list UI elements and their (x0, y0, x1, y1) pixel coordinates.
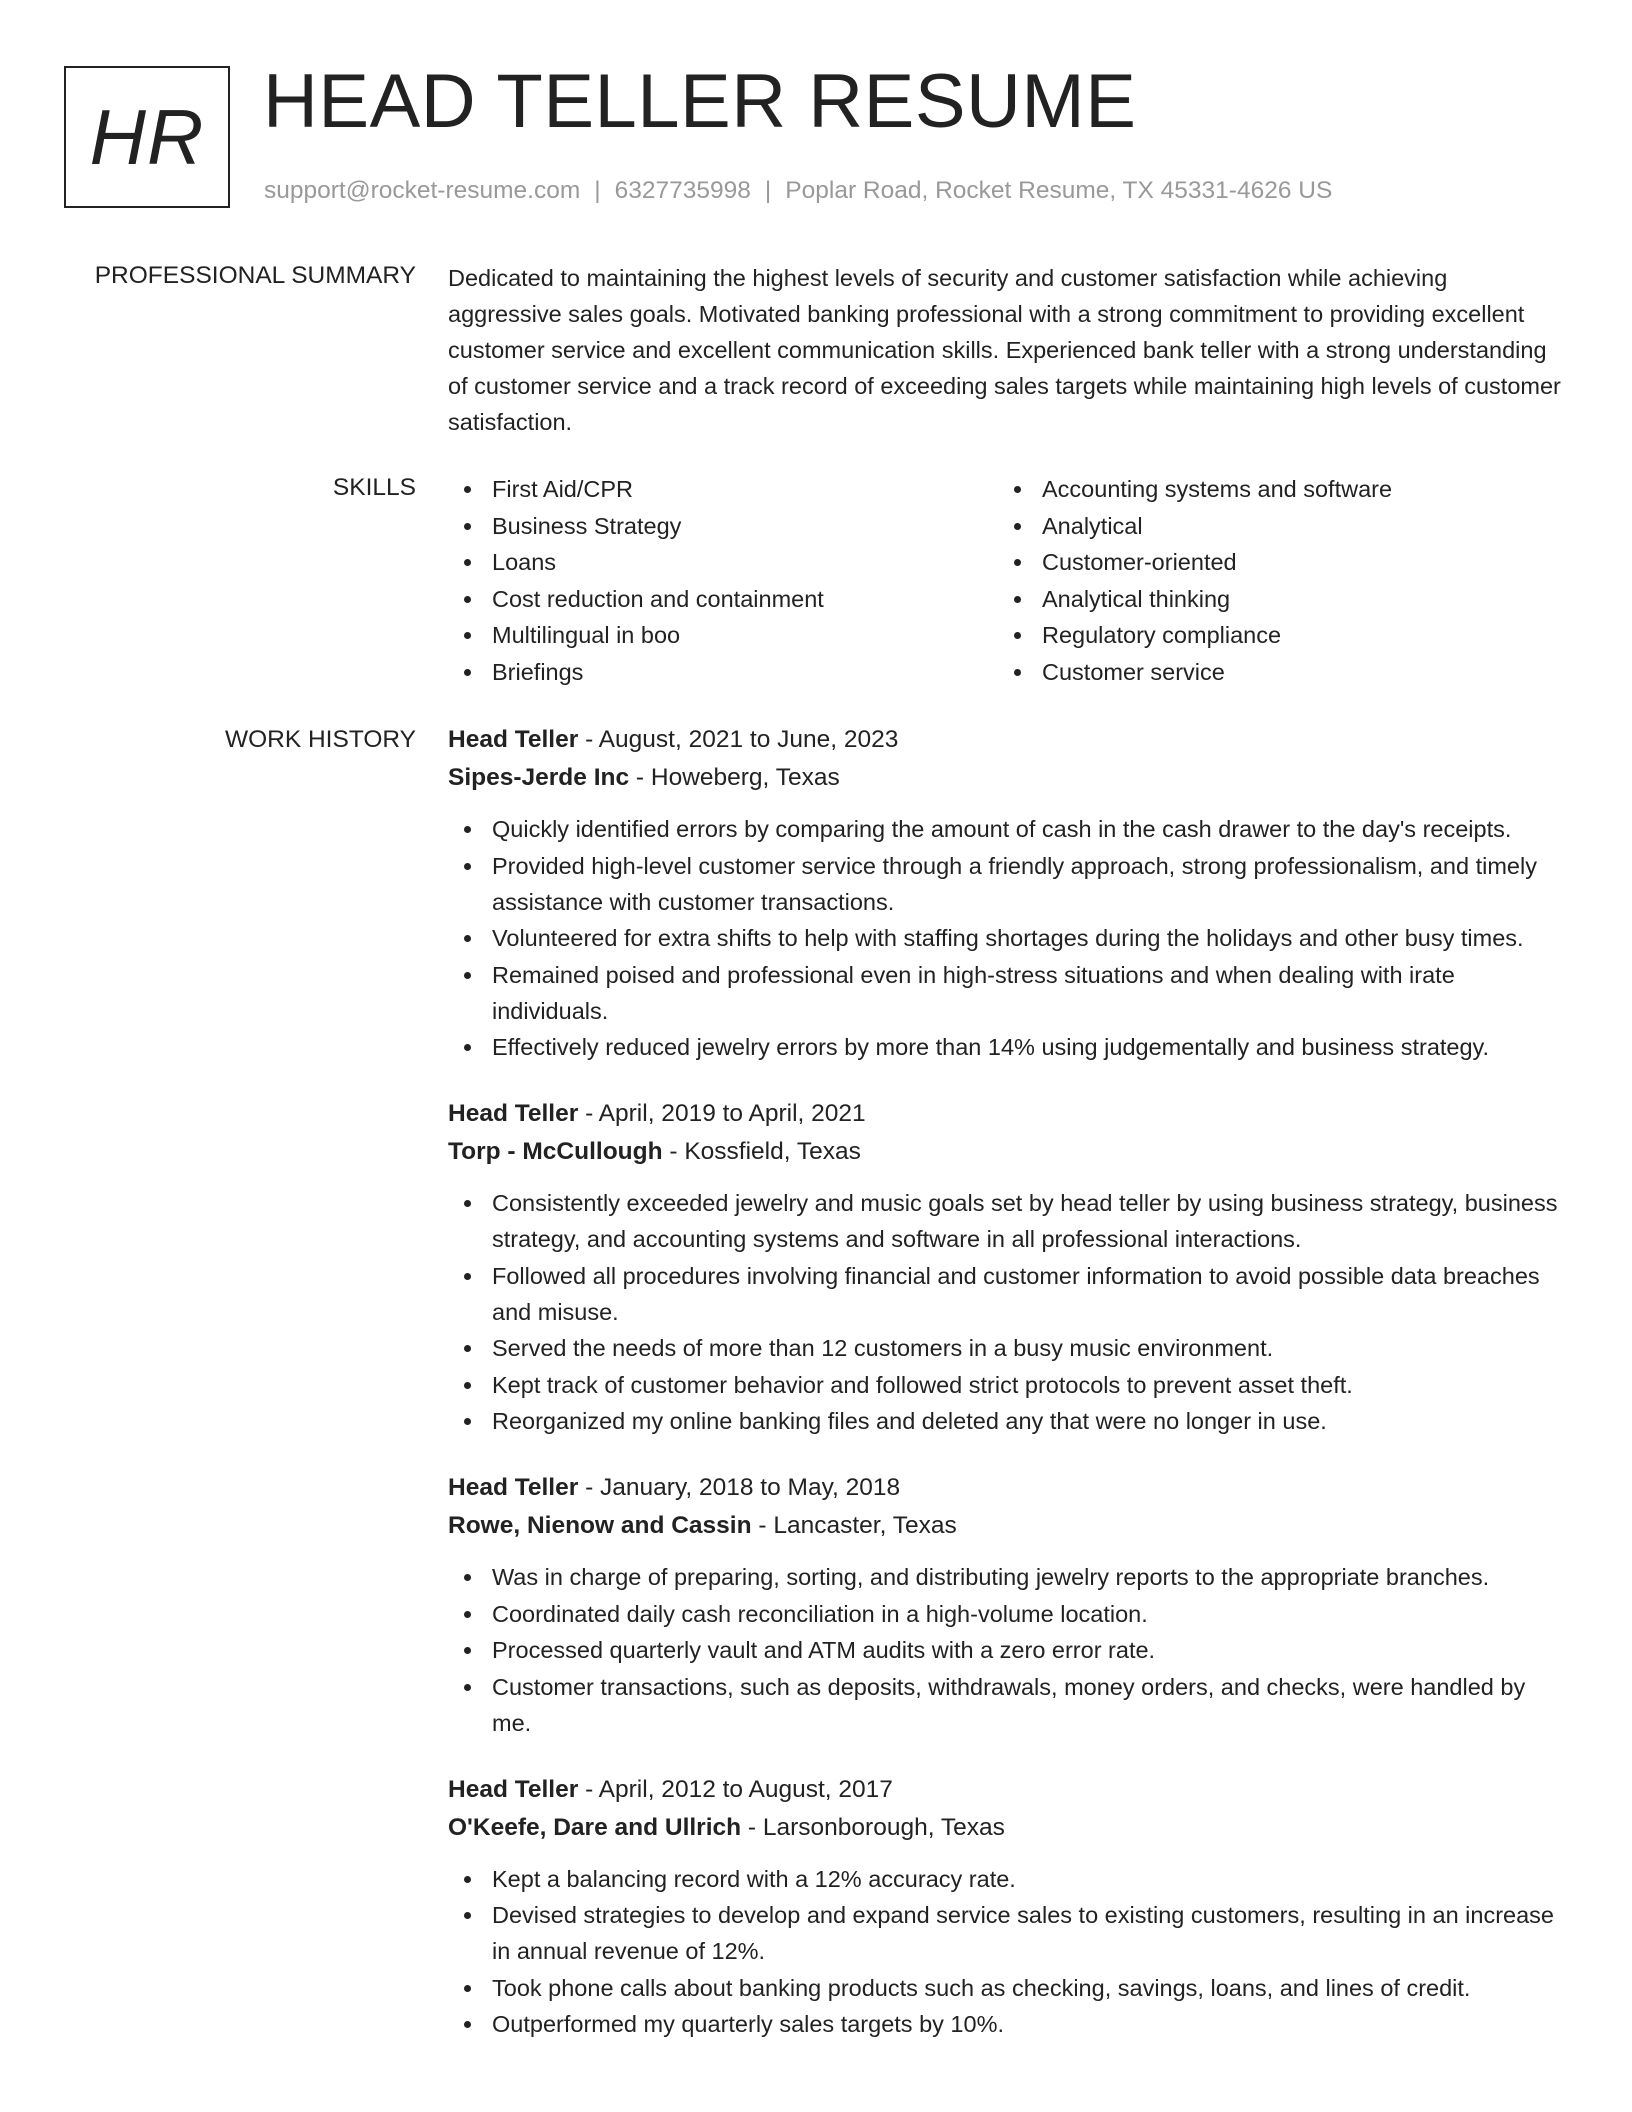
job-dates: - January, 2018 to May, 2018 (578, 1474, 901, 1501)
job-entry (448, 1469, 1563, 1741)
job-location: - Larsonborough, Texas (741, 1813, 1005, 1841)
job-bullet-item: Reorganized my online banking files and deleted any that were no longer in use. (448, 1403, 1563, 1439)
skills-section (448, 471, 1563, 690)
job-company: Torp - McCullough (448, 1138, 663, 1165)
summary-text: Dedicated to maintaining the highest levels of security and customer satisfaction while achieving aggressive sales goals. Motivated banking professional with a strong commitment to providing excellent customer service and excellent communication skills. Experienced bank teller with a strong understanding of customer service and a track record of exceeding sales targets while maintaining high levels of customer satisfaction. (448, 265, 1561, 435)
job-company-line (448, 759, 1563, 797)
job-entry (448, 1771, 1563, 2043)
job-bullet-item: Coordinated daily cash reconciliation in a high-volume location. (448, 1596, 1563, 1632)
job-bullet-item: Provided high-level customer service through a friendly approach, strong professionalism, and timely assistance with customer transactions. (448, 848, 1563, 920)
skill-item: Business Strategy (448, 508, 998, 544)
skill-item: Multilingual in boo (448, 617, 998, 653)
job-bullet-item: Followed all procedures involving financial and customer information to avoid possible data breaches and misuse. (448, 1258, 1563, 1330)
skill-item: Customer service (998, 654, 1392, 690)
job-dates: - April, 2012 to August, 2017 (578, 1775, 893, 1803)
skill-item: Accounting systems and software (998, 471, 1392, 507)
job-location: - Lancaster, Texas (751, 1512, 957, 1539)
job-title-line (448, 1469, 1563, 1507)
job-title: Head Teller (448, 1100, 579, 1127)
job-company-line (448, 1809, 1563, 1847)
contact-email: support@rocket-resume.com (264, 177, 581, 204)
job-company: Rowe, Nienow and Cassin (448, 1512, 752, 1539)
job-bullets (448, 1861, 1563, 2043)
job-bullet-item: Kept track of customer behavior and followed strict protocols to prevent asset theft. (448, 1367, 1563, 1403)
job-bullets (448, 1185, 1563, 1439)
job-dates: - April, 2019 to April, 2021 (578, 1100, 866, 1127)
job-entry (448, 1095, 1563, 1439)
contact-separator: | (594, 177, 601, 204)
job-bullet-item: Customer transactions, such as deposits, withdrawals, money orders, and checks, were handled by me. (448, 1669, 1563, 1741)
skill-item: Loans (448, 544, 998, 580)
job-bullet-item: Devised strategies to develop and expand service sales to existing customers, resulting in an increase in annual revenue of 12%. (448, 1897, 1563, 1969)
contact-separator: | (764, 177, 772, 204)
job-bullet-item: Took phone calls about banking products such as checking, savings, loans, and lines of credit. (448, 1970, 1563, 2006)
skill-item: Analytical (998, 508, 1392, 544)
job-bullet-item: Remained poised and professional even in high-stress situations and when dealing with irate individuals. (448, 957, 1563, 1029)
job-bullet-item: Outperformed my quarterly sales targets by 10%. (448, 2006, 1563, 2042)
contact-address: Poplar Road, Rocket Resume, TX 45331-4626 US (785, 177, 1333, 204)
job-title-line (448, 1095, 1563, 1133)
job-company-line (448, 1507, 1563, 1545)
resume-title: HEAD TELLER RESUME (263, 59, 1137, 144)
skill-item: Cost reduction and containment (448, 581, 998, 617)
section-label-skills: SKILLS (332, 474, 416, 501)
job-entry (448, 721, 1563, 1065)
job-title: Head Teller (448, 726, 579, 753)
contact-phone: 6327735998 (614, 177, 751, 204)
skill-item: Customer-oriented (998, 544, 1392, 580)
skill-item: First Aid/CPR (448, 471, 998, 507)
skill-item: Analytical thinking (998, 581, 1392, 617)
job-company: O'Keefe, Dare and Ullrich (448, 1813, 742, 1841)
job-bullet-item: Volunteered for extra shifts to help with staffing shortages during the holidays and other busy times. (448, 920, 1563, 956)
job-title-line (448, 721, 1563, 759)
job-location: - Kossfield, Texas (662, 1138, 861, 1165)
job-bullets (448, 811, 1563, 1065)
job-title: Head Teller (448, 1474, 579, 1501)
contact-line (264, 176, 1332, 206)
job-location: - Howeberg, Texas (629, 764, 840, 791)
work-history-section (448, 721, 1563, 2043)
skill-item: Briefings (448, 654, 998, 690)
job-bullet-item: Consistently exceeded jewelry and music goals set by head teller by using business strategy, business strategy, and accounting systems and software in all professional interactions. (448, 1185, 1563, 1257)
skill-item: Regulatory compliance (998, 617, 1392, 653)
job-bullet-item: Quickly identified errors by comparing the amount of cash in the cash drawer to the day's receipts. (448, 811, 1563, 847)
skills-list-right (998, 471, 1392, 690)
job-title-line (448, 1771, 1563, 1809)
section-label-summary: PROFESSIONAL SUMMARY (94, 262, 416, 289)
skills-columns (448, 471, 1563, 690)
job-bullet-item: Kept a balancing record with a 12% accuracy rate. (448, 1861, 1563, 1897)
section-label-work-history: WORK HISTORY (224, 726, 416, 753)
job-bullet-item: Served the needs of more than 12 customers in a busy music environment. (448, 1330, 1563, 1366)
summary-section (448, 260, 1563, 440)
skills-list-left (448, 471, 998, 690)
job-title: Head Teller (448, 1775, 579, 1803)
job-company-line (448, 1133, 1563, 1171)
job-company: Sipes-Jerde Inc (448, 764, 630, 791)
monogram-initials: HR (64, 66, 230, 208)
job-bullet-item: Processed quarterly vault and ATM audits with a zero error rate. (448, 1632, 1563, 1668)
job-bullet-item: Effectively reduced jewelry errors by more than 14% using judgementally and business strategy. (448, 1029, 1563, 1065)
job-bullet-item: Was in charge of preparing, sorting, and distributing jewelry reports to the appropriate branches. (448, 1559, 1563, 1595)
job-dates: - August, 2021 to June, 2023 (578, 726, 899, 753)
job-bullets (448, 1559, 1563, 1741)
